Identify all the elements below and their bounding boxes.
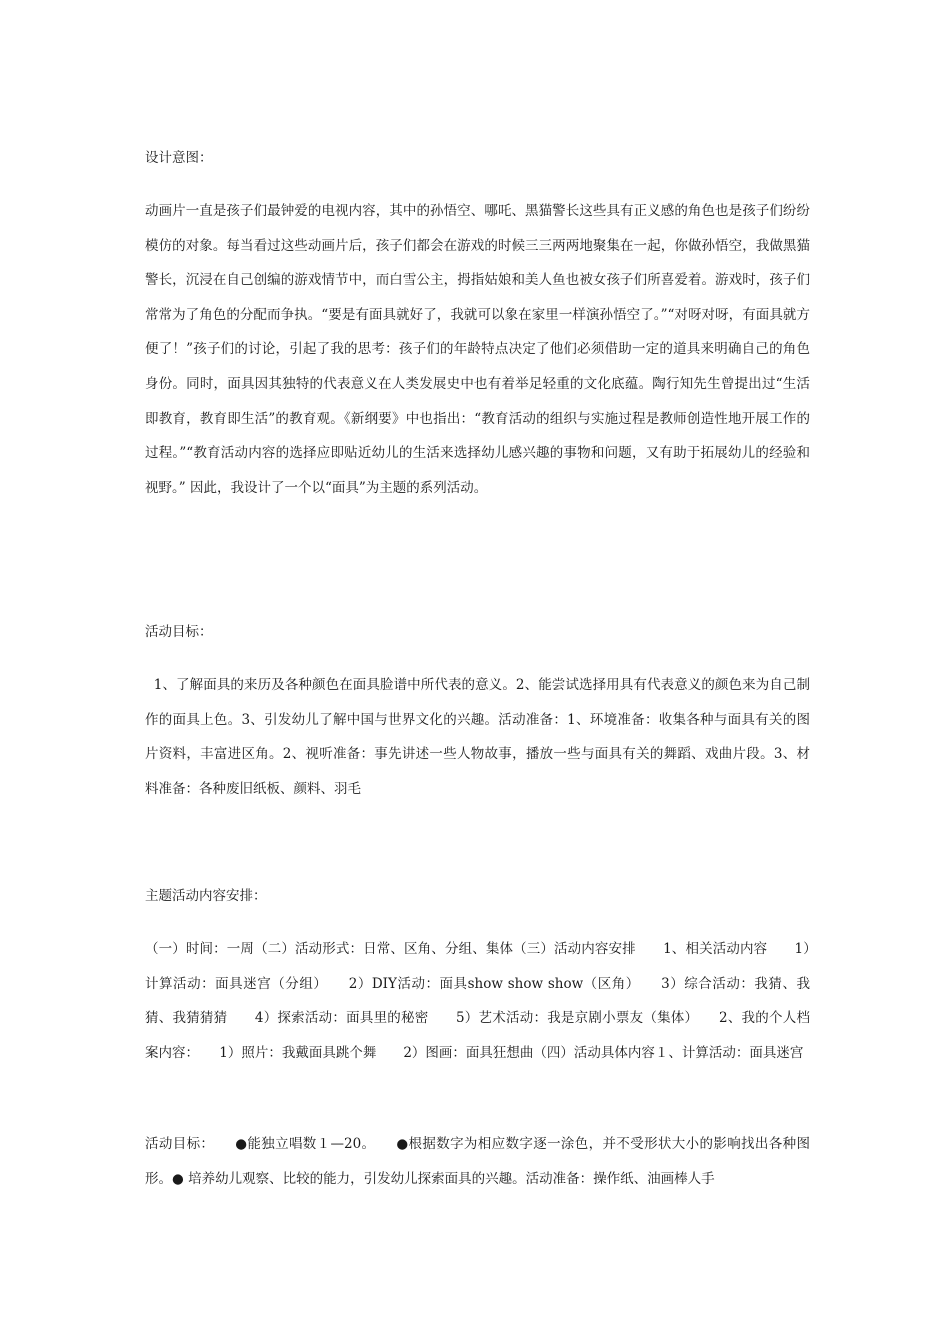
activity-goals-heading: 活动目标：	[145, 624, 213, 640]
theme-arrangement-paragraph: （一）时间：一周（二）活动形式：日常、区角、分组、集体（三）活动内容安排 1、相关活动内容 1）计算活动：面具迷宫（分组） 2）DIY活动：面具show show show（区角） 3）综合活动：我猜、我猜、我猜猜猜 4）探索活动：面具里的秘密 5）艺术活动：我是京剧小票友（集体） 2、我的个人档案内容： 1）照片：我戴面具跳个舞 2）图画：面具狂想曲（四）活动具体内容１、计算活动：面具迷宫	[145, 941, 810, 1061]
design-intent-paragraph: 动画片一直是孩子们最钟爱的电视内容，其中的孙悟空、哪吒、黑猫警长这些具有正义感的角色也是孩子们纷纷模仿的对象。每当看过这些动画片后，孩子们都会在游戏的时候三三两两地聚集在一起，你做孙悟空，我做黑猫警长，沉浸在自己创编的游戏情节中，而白雪公主，拇指姑娘和美人鱼也被女孩子们所喜爱着。游戏时，孩子们常常为了角色的分配而争执。“要是有面具就好了，我就可以象在家里一样演孙悟空了。”“对呀对呀，有面具就方便了！”孩子们的讨论，引起了我的思考：孩子们的年龄特点决定了他们必须借助一定的道具来明确自己的角色身份。同时，面具因其独特的代表意义在人类发展史中也有着举足轻重的文化底蕴。陶行知先生曾提出过“生活即教育，教育即生活”的教育观。《新纲要》中也指出：“教育活动的组织与实施过程是教师创造性地开展工作的过程。”“教育活动内容的选择应即贴近幼儿的生活来选择幼儿感兴趣的事物和问题，又有助于拓展幼儿的经验和视野。” 因此，我设计了一个以“面具”为主题的系列活动。	[145, 203, 810, 496]
design-intent-heading: 设计意图：	[145, 150, 213, 166]
activity-goals-paragraph: 1、了解面具的来历及各种颜色在面具脸谱中所代表的意义。2、能尝试选择用具有代表意义的颜色来为自己制作的面具上色。3、引发幼儿了解中国与世界文化的兴趣。活动准备：1、环境准备：收集各种与面具有关的图片资料，丰富进区角。2、视听准备：事先讲述一些人物故事，播放一些与面具有关的舞蹈、戏曲片段。3、材料准备：各种废旧纸板、颜料、羽毛	[145, 677, 810, 797]
theme-arrangement-heading: 主题活动内容安排：	[145, 888, 267, 904]
activity-detail-paragraph: 活动目标： ●能独立唱数１—20。 ●根据数字为相应数字逐一涂色，并不受形状大小的影响找出各种图形。● 培养幼儿观察、比较的能力，引发幼儿探索面具的兴趣。活动准备：操作纸、油画棒人手	[145, 1136, 810, 1187]
